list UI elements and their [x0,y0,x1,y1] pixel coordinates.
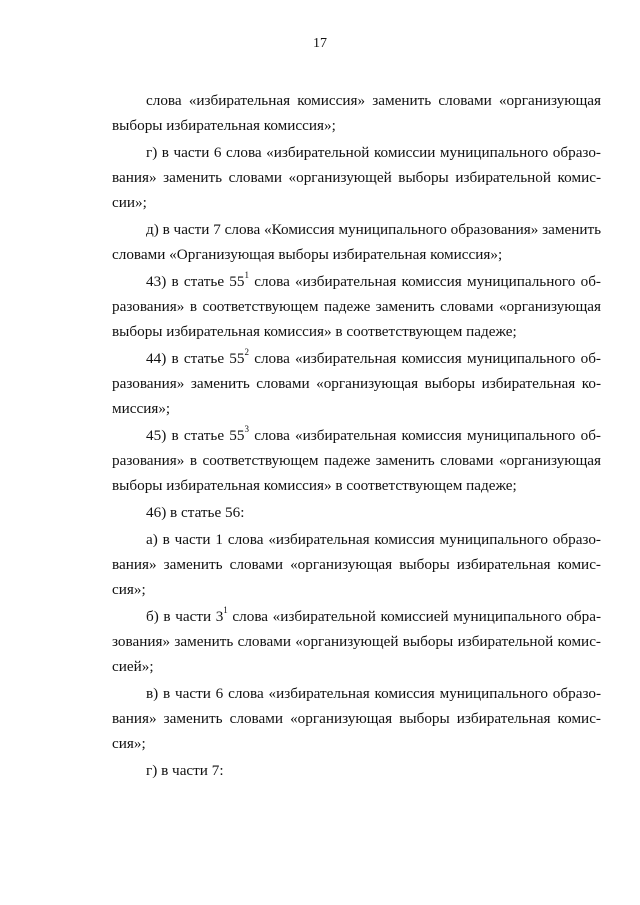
text-line [112,577,601,602]
text-segment: в) в части 6 слова «избирательная комиссия муниципального образо- [146,685,601,702]
text-segment: слова «избирательной комиссией муниципального обра- [227,608,601,625]
text-line [112,654,601,679]
text-segment: слова «избирательная комиссия муниципального об- [248,273,601,290]
text-segment: разования» в соответствующем падеже заменить словами «организующая [112,298,601,315]
text-segment: д) в части 7 слова «Комиссия муниципального образования» заменить [146,221,602,238]
text-line [112,113,601,138]
text-line [112,396,601,421]
text-line [112,269,601,294]
paragraph [112,217,601,267]
text-line [112,604,601,629]
text-line [112,629,601,654]
paragraph [112,423,601,498]
text-segment: выборы избирательная комиссия» в соответствующем падеже; [112,477,517,494]
paragraph [112,88,601,138]
text-segment: вания» заменить словами «организующая выборы избирательная комис- [112,556,601,573]
text-line [112,527,601,552]
text-segment: а) в части 1 слова «избирательная комиссия муниципального образо- [146,531,601,548]
text-line [112,346,601,371]
text-segment: выборы избирательная комиссия» в соответствующем падеже; [112,323,517,340]
document-body [112,88,601,785]
paragraph [112,346,601,421]
text-segment: разования» в соответствующем падеже заменить словами «организующая [112,452,601,469]
text-segment: сии»; [112,194,147,211]
text-line [112,731,601,756]
text-line [112,758,601,783]
text-line [112,681,601,706]
text-segment: г) в части 7: [146,762,224,779]
paragraph [112,527,601,602]
text-segment: вания» заменить словами «организующей выборы избирательной комис- [112,169,601,186]
text-segment: б) в части 3 [146,608,224,625]
page-number: 17 [313,36,327,51]
text-segment: 43) в статье 55 [146,273,245,290]
text-line [112,165,601,190]
superscript: 3 [244,423,249,434]
text-segment: сия»; [112,581,146,598]
text-segment: словами «Организующая выборы избирательная комиссия»; [112,246,503,263]
text-line [112,294,601,319]
text-line [112,552,601,577]
text-line [112,500,601,525]
paragraph [112,604,601,679]
text-segment: сией»; [112,658,154,675]
text-line [112,371,601,396]
text-line [112,448,601,473]
text-segment: выборы избирательная комиссия»; [112,117,336,134]
text-segment: 46) в статье 56: [146,504,245,521]
superscript: 1 [244,269,249,280]
text-segment: зования» заменить словами «организующей выборы избирательной комис- [112,633,601,650]
text-line [112,140,601,165]
text-line [112,473,601,498]
paragraph [112,681,601,756]
paragraph [112,500,601,525]
text-segment: слова «избирательная комиссия муниципального об- [248,427,601,444]
paragraph [112,269,601,344]
text-segment: слова «избирательная комиссия» заменить словами «организующая [146,92,601,109]
text-segment: вания» заменить словами «организующая выборы избирательная комис- [112,710,601,727]
text-segment: сия»; [112,735,146,752]
text-line [112,242,601,267]
text-segment: 44) в статье 55 [146,350,245,367]
text-line [112,217,601,242]
superscript: 2 [244,346,249,357]
text-line [112,706,601,731]
text-line [112,88,601,113]
text-line [112,319,601,344]
superscript: 1 [223,604,228,615]
paragraph [112,140,601,215]
text-line [112,423,601,448]
paragraph [112,758,601,783]
text-segment: слова «избирательная комиссия муниципального об- [248,350,601,367]
text-line [112,190,601,215]
text-segment: миссия»; [112,400,171,417]
text-segment: 45) в статье 55 [146,427,245,444]
text-segment: разования» заменить словами «организующая выборы избирательная ко- [112,375,601,392]
text-segment: г) в части 6 слова «избирательной комиссии муниципального образо- [146,144,601,161]
